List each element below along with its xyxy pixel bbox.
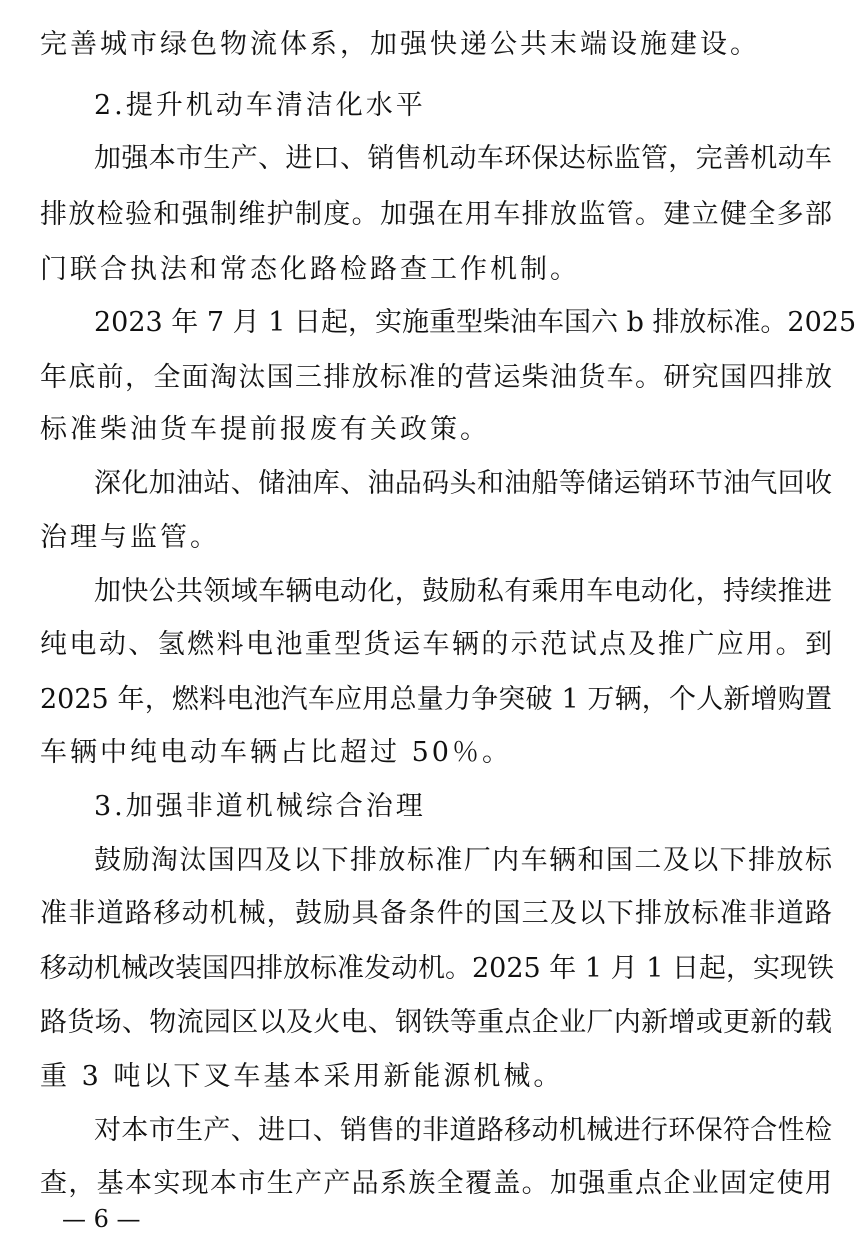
text-line: 对本市生产、进口、销售的非道路移动机械进行环保符合性检 — [94, 1115, 832, 1146]
text-line: 标准柴油货车提前报废有关政策。 — [40, 414, 490, 445]
text-line: 2025 年，燃料电池汽车应用总量力争突破 1 万辆，个人新增购置 — [40, 684, 832, 715]
text-line: 纯电动、氢燃料电池重型货运车辆的示范试点及推广应用。到 — [40, 629, 832, 660]
text-line: 完善城市绿色物流体系，加强快递公共末端设施建设。 — [40, 29, 760, 60]
text-line: 治理与监管。 — [40, 522, 220, 553]
text-line: 准非道路移动机械，鼓励具备条件的国三及以下排放标准非道路 — [40, 898, 832, 929]
text-line: 重 3 吨以下叉车基本采用新能源机械。 — [40, 1061, 564, 1092]
section-heading: 2.提升机动车清洁化水平 — [94, 90, 426, 121]
text-line: 车辆中纯电动车辆占比超过 50％。 — [40, 737, 512, 768]
text-line: 查，基本实现本市生产产品系族全覆盖。加强重点企业固定使用 — [40, 1168, 832, 1199]
text-line: 门联合执法和常态化路检路查工作机制。 — [40, 254, 580, 285]
text-line: 鼓励淘汰国四及以下排放标准厂内车辆和国二及以下排放标 — [94, 845, 832, 876]
text-line: 移动机械改装国四排放标准发动机。2025 年 1 月 1 日起，实现铁 — [40, 953, 834, 984]
page-number: — 6 — — [62, 1205, 141, 1233]
text-line: 2023 年 7 月 1 日起，实施重型柴油车国六 b 排放标准。2025 — [94, 307, 857, 338]
text-line: 路货场、物流园区以及火电、钢铁等重点企业厂内新增或更新的载 — [40, 1007, 832, 1038]
section-heading: 3.加强非道机械综合治理 — [94, 791, 426, 822]
text-line: 深化加油站、储油库、油品码头和油船等储运销环节油气回收 — [94, 468, 832, 499]
text-line: 排放检验和强制维护制度。加强在用车排放监管。建立健全多部 — [40, 199, 832, 230]
text-line: 加快公共领域车辆电动化，鼓励私有乘用车电动化，持续推进 — [94, 576, 832, 607]
text-line: 加强本市生产、进口、销售机动车环保达标监管，完善机动车 — [94, 143, 832, 174]
text-line: 年底前，全面淘汰国三排放标准的营运柴油货车。研究国四排放 — [40, 362, 832, 393]
